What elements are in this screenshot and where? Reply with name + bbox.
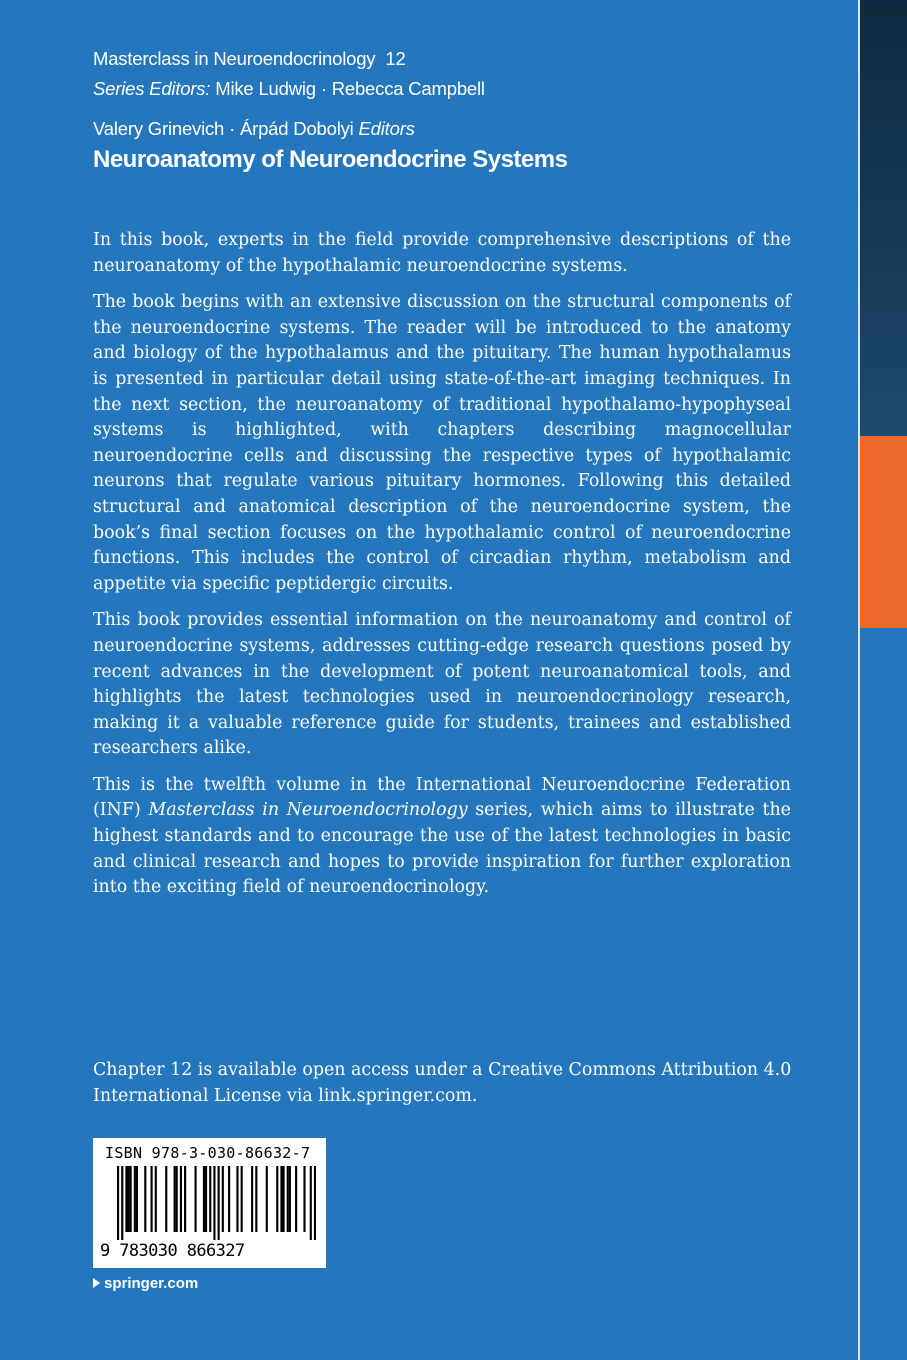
barcode-bar <box>134 1166 136 1232</box>
barcode-bar <box>251 1166 253 1232</box>
publisher-link[interactable] <box>93 1275 198 1292</box>
barcode-bar <box>280 1166 282 1232</box>
description-paragraph-2: The book begins with an extensive discussion on the structural components of the neuroendocrine systems. The reader will be introduced to the anatomy and biology of the hypothalamus and the pituitary. The human hypothalamus is presented in particular detail using state-of-the-art imaging techniques. In the next section, the neuroanatomy of traditional hypothalamo-hypophyseal systems is highlighted, with chapters describing magnocellular neuroendocrine cells and discussing the respective types of hypothalamic neurons that regulate various pituitary hormones. Following this detailed structural and anatomical description of the neuroendocrine system, the book’s final section focuses on the hypothalamic control of neuroendocrine functions. This includes the control of circadian rhythm, metabolism and appetite via specific peptidergic circuits. <box>93 292 791 594</box>
barcode-bar <box>117 1166 119 1240</box>
barcode-bar <box>218 1166 220 1240</box>
barcode-bar <box>176 1166 178 1232</box>
barcode-bar <box>241 1166 243 1232</box>
publisher-name: springer.com <box>104 1275 199 1292</box>
barcode-icon <box>103 1166 316 1240</box>
barcode-bar <box>303 1166 305 1232</box>
description-p4-end: series, which aims to illustrate the highest standards and to encourage the use of the latest technologies in basic and clinical research and hopes to provide inspiration for further exploration into the exciting field of neuroendocrinology. <box>93 800 791 898</box>
spine-orange-band <box>860 436 907 628</box>
barcode-bar <box>121 1166 123 1240</box>
series-title-line <box>93 48 406 70</box>
barcode-bar <box>203 1166 205 1232</box>
barcode-bar <box>287 1166 289 1232</box>
barcode-bar <box>213 1166 215 1240</box>
description-paragraph-4 <box>93 773 791 901</box>
spine-edge-line <box>858 0 860 1360</box>
barcode-bar <box>174 1166 176 1232</box>
barcode-bar <box>180 1166 182 1232</box>
barcode-box <box>93 1138 326 1268</box>
barcode-bar <box>165 1166 167 1232</box>
barcode-bar <box>151 1166 153 1232</box>
description-paragraph-3: This book provides essential information on the neuroanatomy and control of neuroendocrine systems, addresses cutting-edge research questions posed by recent advances in the development of potent neuroanatomical tools, and highlights the latest technologies used in neuroendocrinology research, making it a valuable reference guide for students, trainees and established researchers alike. <box>93 610 791 759</box>
barcode-bar <box>255 1166 257 1232</box>
spine-dark-band <box>860 0 907 436</box>
barcode-bar <box>125 1166 127 1232</box>
barcode-bar <box>282 1166 284 1232</box>
book-description <box>93 228 791 912</box>
barcode-bar <box>127 1166 129 1232</box>
barcode-bar <box>195 1166 197 1232</box>
description-paragraph-1: In this book, experts in the field provide comprehensive descriptions of the neuroanatomy of the hypothalamic neuroendocrine systems. <box>93 230 791 276</box>
series-editors-names: Mike Ludwig · Rebecca Campbell <box>215 78 485 99</box>
ean-digits: 9 783030 866327 <box>100 1241 245 1261</box>
description-p4-series: Masterclass in Neuroendocrinology <box>148 800 468 821</box>
description-p4-start: This is the twelfth volume in the International Neuroendocrine Federation (INF) <box>93 774 791 821</box>
barcode-bar <box>155 1166 157 1232</box>
series-editors-label: Series Editors: <box>93 78 211 99</box>
book-title: Neuroanatomy of Neuroendocrine Systems <box>93 146 568 173</box>
barcode-bar <box>314 1166 316 1240</box>
barcode-bar <box>184 1166 186 1232</box>
series-volume: 12 <box>385 48 406 69</box>
barcode-bar <box>136 1166 138 1232</box>
series-editors-line <box>93 78 485 100</box>
isbn-text: ISBN 978-3-030-86632-7 <box>105 1144 311 1162</box>
barcode-bar <box>130 1166 132 1232</box>
book-editors-label: Editors <box>358 118 415 139</box>
series-title: Masterclass in Neuroendocrinology <box>93 48 376 69</box>
barcode-bar <box>236 1166 238 1232</box>
arrow-right-icon <box>93 1278 100 1288</box>
book-editors-names: Valery Grinevich · Árpád Dobolyi <box>93 118 354 139</box>
barcode-bar <box>209 1166 211 1232</box>
barcode-bar <box>222 1166 224 1232</box>
barcode-bar <box>144 1166 146 1232</box>
book-editors-line <box>93 118 415 140</box>
barcode-bar <box>310 1166 312 1240</box>
barcode-bar <box>266 1166 268 1232</box>
open-access-note: Chapter 12 is available open access under a Creative Commons Attribution 4.0 International License via link.springer.com. <box>93 1060 792 1106</box>
barcode-bar <box>228 1166 230 1232</box>
barcode-bar <box>289 1166 291 1232</box>
barcode-bar <box>295 1166 297 1232</box>
barcode-bar <box>276 1166 278 1232</box>
barcode-bar <box>205 1166 207 1232</box>
